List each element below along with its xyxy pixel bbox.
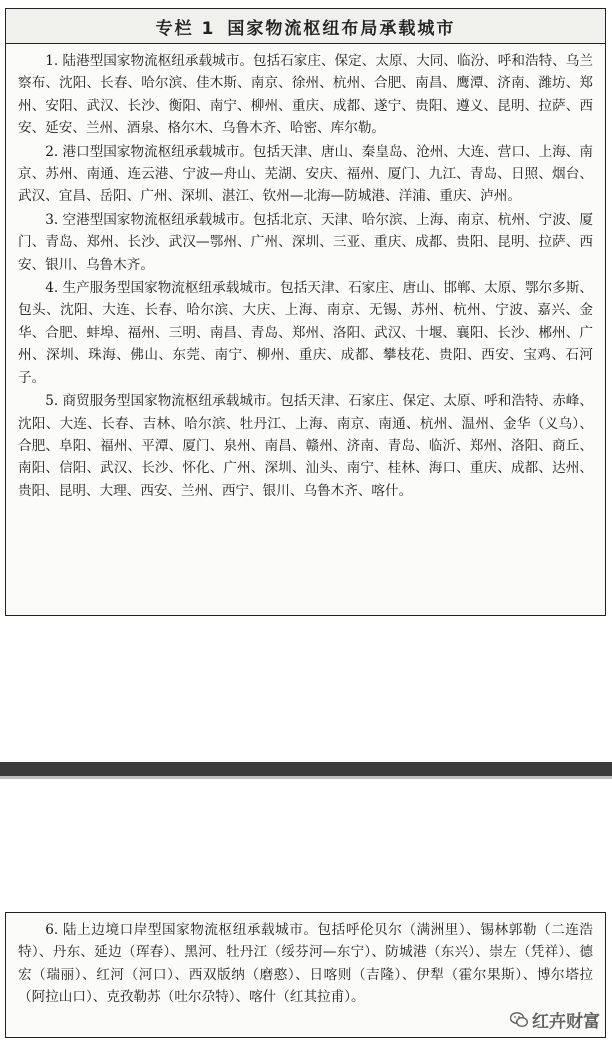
column-title: [6, 9, 605, 44]
paragraph-air-port: 3. 空港型国家物流枢纽承载城市。包括北京、天津、哈尔滨、上海、南京、杭州、宁波、厦门、青岛、郑州、长沙、武汉—鄂州、广州、深圳、三亚、重庆、成都、贵阳、昆明、拉萨、西安、银川、乌鲁木齐。: [18, 211, 593, 273]
paragraph-sea-port: 2. 港口型国家物流枢纽承载城市。包括天津、唐山、秦皇岛、沧州、大连、营口、上海、南京、苏州、南通、连云港、宁波—舟山、芜湖、安庆、福州、厦门、九江、青岛、日照、烟台、武汉、宜昌、岳阳、广州、深圳、湛江、钦州—北海—防城港、洋浦、重庆、泸州。: [18, 143, 593, 205]
page-divider-band: [0, 762, 612, 776]
column-number: 专栏 1: [155, 18, 216, 39]
page-divider-shadow: [0, 776, 612, 779]
paragraph-border-port: 6. 陆上边境口岸型国家物流枢纽承载城市。包括呼伦贝尔（满洲里）、锡林郭勒（二连浩特）、丹东、延边（珲春）、黑河、牡丹江（绥芬河—东宁）、防城港（东兴）、崇左（凭祥）、德宏（瑞丽）、红河（河口）、西双版纳（磨憨）、日喀则（吉隆）、伊犁（霍尔果斯）、博尔塔拉（阿拉山口）、克孜勒苏（吐尔尕特）、喀什（红其拉甫）。: [18, 922, 593, 1006]
column-content-continued: [6, 913, 605, 1009]
watermark: [510, 1007, 600, 1032]
watermark-text: 红卉财富: [532, 1012, 600, 1032]
paragraph-production-service: 4. 生产服务型国家物流枢纽承载城市。包括天津、石家庄、唐山、邯郸、太原、鄂尔多斯、包头、沈阳、大连、长春、哈尔滨、大庆、上海、南京、无锡、苏州、杭州、宁波、嘉兴、金华、合肥、蚌埠、福州、三明、南昌、青岛、郑州、洛阳、武汉、十堰、襄阳、长沙、郴州、广州、深圳、珠海、佛山、东莞、南宁、柳州、重庆、成都、攀枝花、贵阳、西安、宝鸡、石河子。: [18, 280, 593, 386]
paragraph-trade-service: 5. 商贸服务型国家物流枢纽承载城市。包括天津、石家庄、保定、太原、呼和浩特、赤峰、沈阳、大连、长春、吉林、哈尔滨、牡丹江、上海、南京、南通、杭州、温州、金华（义乌）、合肥、阜阳、福州、平潭、厦门、泉州、南昌、赣州、济南、青岛、临沂、郑州、洛阳、商丘、南阳、信阳、武汉、长沙、怀化、广州、深圳、汕头、南宁、桂林、海口、重庆、成都、达州、贵阳、昆明、大理、西安、兰州、西宁、银川、乌鲁木齐、喀什。: [18, 393, 593, 499]
wechat-icon: [510, 1012, 528, 1028]
column-title-text: 国家物流枢纽布局承载城市: [227, 18, 456, 39]
column-box-1: [5, 8, 606, 616]
column-content: [6, 44, 605, 502]
paragraph-land-port: 1. 陆港型国家物流枢纽承载城市。包括石家庄、保定、太原、大同、临汾、呼和浩特、乌兰察布、沈阳、长春、哈尔滨、佳木斯、南京、徐州、杭州、合肥、南昌、鹰潭、济南、潍坊、郑州、安阳、武汉、长沙、衡阳、南宁、柳州、重庆、成都、遂宁、贵阳、遵义、昆明、拉萨、西安、延安、兰州、酒泉、格尔木、乌鲁木齐、哈密、库尔勒。: [18, 53, 593, 137]
